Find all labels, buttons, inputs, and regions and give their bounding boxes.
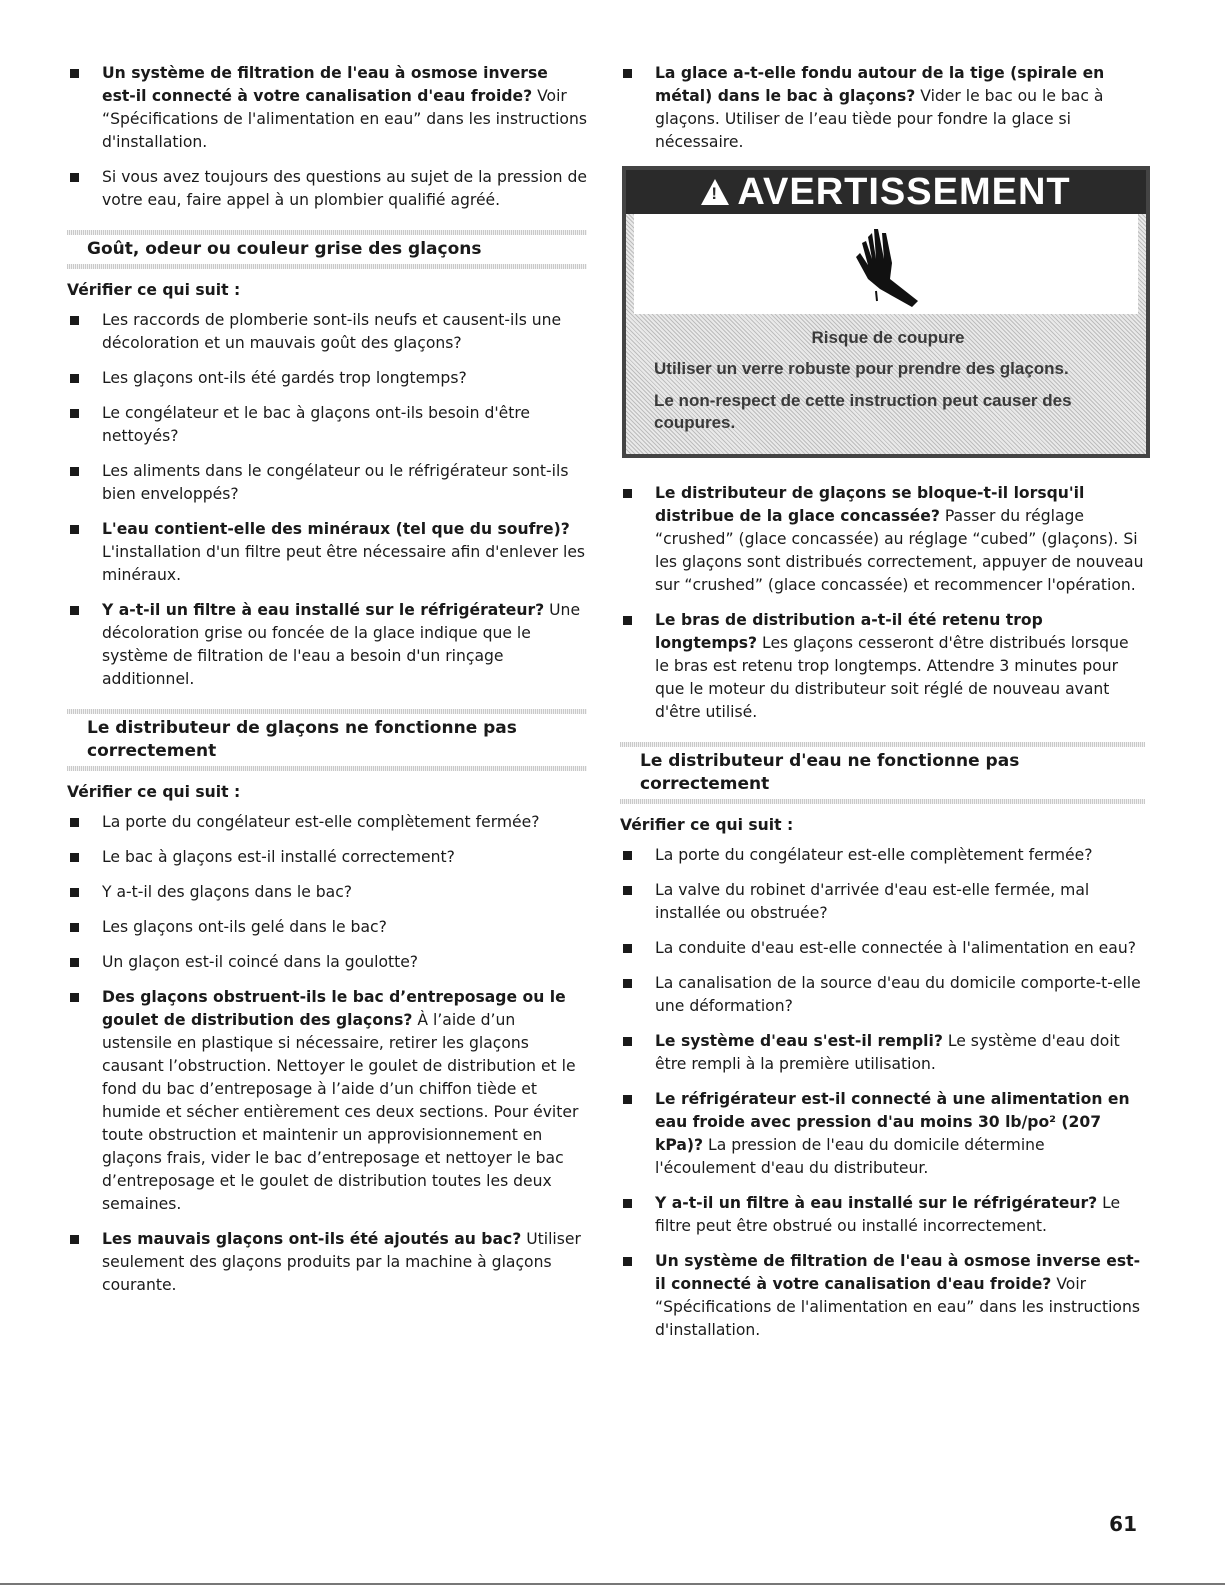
warning-box bbox=[622, 166, 1150, 458]
list-item bbox=[620, 844, 1145, 867]
section-heading-taste bbox=[67, 230, 587, 269]
bullet-icon bbox=[623, 979, 632, 988]
bullet-icon bbox=[70, 888, 79, 897]
bullet-icon bbox=[70, 316, 79, 325]
section-title: Le distributeur de glaçons ne fonctionne pas correctement bbox=[87, 718, 517, 761]
list-item bbox=[67, 460, 587, 506]
item-question: Y a-t-il un filtre à eau installé sur le réfrigérateur? bbox=[655, 1194, 1098, 1212]
item-question: L'eau contient-elle des minéraux (tel que du soufre)? bbox=[102, 520, 570, 538]
item-text: Le congélateur et le bac à glaçons ont-ils besoin d'être nettoyés? bbox=[102, 404, 531, 445]
page-number: 61 bbox=[1109, 1512, 1137, 1536]
bullet-icon bbox=[70, 69, 79, 78]
item-text: Le filtre peut être obstrué ou installé incorrectement. bbox=[655, 1194, 1121, 1235]
bullet-icon bbox=[623, 1199, 632, 1208]
item-text: Vider le bac ou le bac à glaçons. Utiliser de l’eau tiède pour fondre la glace si nécessaire. bbox=[655, 87, 1104, 151]
right-column bbox=[620, 62, 1145, 1354]
cut-hand-graphic bbox=[846, 219, 926, 309]
exclamation-symbol: ! bbox=[711, 184, 719, 203]
bullet-icon bbox=[70, 923, 79, 932]
list-item bbox=[620, 937, 1145, 960]
item-text: Si vous avez toujours des questions au sujet de la pression de votre eau, faire appel à un plombier qualifié agréé. bbox=[102, 168, 587, 209]
section-heading-ice-dispenser bbox=[67, 709, 587, 771]
item-question: Le bras de distribution a-t-il été retenu trop longtemps? bbox=[655, 611, 1043, 652]
list-item bbox=[67, 166, 587, 212]
left-column bbox=[67, 62, 587, 1309]
bullet-icon bbox=[623, 1037, 632, 1046]
list-item bbox=[620, 1088, 1145, 1180]
bullet-icon bbox=[70, 525, 79, 534]
bullet-icon bbox=[623, 1095, 632, 1104]
list-item bbox=[67, 811, 587, 834]
bullet-icon bbox=[623, 69, 632, 78]
section-title: Le distributeur d'eau ne fonctionne pas correctement bbox=[640, 751, 1020, 794]
item-text: Y a-t-il des glaçons dans le bac? bbox=[102, 883, 353, 901]
list-item bbox=[67, 846, 587, 869]
bullet-icon bbox=[70, 818, 79, 827]
bullet-icon bbox=[623, 1257, 632, 1266]
item-text: Le bac à glaçons est-il installé correctement? bbox=[102, 848, 455, 866]
item-text: L'installation d'un filtre peut être nécessaire afin d'enlever les minéraux. bbox=[102, 543, 586, 584]
list-item bbox=[67, 986, 587, 1216]
list-item bbox=[67, 881, 587, 904]
item-text: Voir “Spécifications de l'alimentation en eau” dans les instructions d'installation. bbox=[655, 1275, 1140, 1339]
item-question: Le réfrigérateur est-il connecté à une alimentation en eau froide avec pression d'au moins 30 lb/po² (207 kPa)? bbox=[655, 1090, 1130, 1154]
list-item bbox=[67, 518, 587, 587]
item-text: Les glaçons cesseront d'être distribués lorsque le bras est retenu trop longtemps. Attendre 3 minutes pour que le moteur du distributeur soit réglé de nouveau avant d'être utilisé. bbox=[655, 634, 1129, 721]
item-text: Voir “Spécifications de l'alimentation en eau” dans les instructions d'installation. bbox=[102, 87, 587, 151]
warning-message bbox=[634, 322, 1138, 454]
bullet-icon bbox=[623, 851, 632, 860]
item-text: Une décoloration grise ou foncée de la glace indique que le système de filtration de l'eau a besoin d'un rinçage additionnel. bbox=[102, 601, 581, 688]
item-text: La valve du robinet d'arrivée d'eau est-elle fermée, mal installée ou obstruée? bbox=[655, 881, 1090, 922]
item-text: Les glaçons ont-ils été gardés trop longtemps? bbox=[102, 369, 467, 387]
bullet-icon bbox=[70, 1235, 79, 1244]
item-question: Un système de filtration de l'eau à osmose inverse est-il connecté à votre canalisation d'eau froide? bbox=[102, 64, 548, 105]
bullet-icon bbox=[623, 616, 632, 625]
bullet-icon bbox=[623, 489, 632, 498]
item-question: La glace a-t-elle fondu autour de la tige (spirale en métal) dans le bac à glaçons? bbox=[655, 64, 1105, 105]
warning-title: AVERTISSEMENT bbox=[737, 170, 1071, 213]
item-text: Les glaçons ont-ils gelé dans le bac? bbox=[102, 918, 387, 936]
list-item bbox=[67, 62, 587, 154]
cut-hand-icon bbox=[634, 214, 1138, 314]
warning-triangle-icon bbox=[701, 179, 729, 205]
item-text: Les aliments dans le congélateur ou le réfrigérateur sont-ils bien enveloppés? bbox=[102, 462, 569, 503]
list-item bbox=[620, 1030, 1145, 1076]
check-label: Vérifier ce qui suit : bbox=[67, 783, 241, 801]
check-label: Vérifier ce qui suit : bbox=[67, 281, 241, 299]
item-text: À l’aide d’un ustensile en plastique si nécessaire, retirer les glaçons causant l’obstruction. Nettoyer le goulet de distribution et le fond du bac d’entreposage à l’aide d’un chiffon tiède et humide et sécher entièrement ces deux sections. Pour éviter toute obstruction et maintenir un approvisionnement en glaçons frais, vider le bac d’entreposage et nettoyer le bac d’entreposage et le goulet de distribution toutes les deux semaines. bbox=[102, 1011, 579, 1213]
bullet-icon bbox=[70, 409, 79, 418]
item-text: Un glaçon est-il coincé dans la goulotte? bbox=[102, 953, 419, 971]
bullet-icon bbox=[70, 993, 79, 1002]
right-mid-list bbox=[620, 482, 1145, 724]
warning-header bbox=[626, 170, 1146, 214]
list-item bbox=[67, 367, 587, 390]
warning-consequence: Le non-respect de cette instruction peut causer des coupures. bbox=[654, 391, 1072, 432]
list-item bbox=[67, 309, 587, 355]
list-item bbox=[620, 879, 1145, 925]
item-text: Utiliser seulement des glaçons produits par la machine à glaçons courante. bbox=[102, 1230, 581, 1294]
left-top-list bbox=[67, 62, 587, 212]
section-heading-water-dispenser bbox=[620, 742, 1145, 804]
list-item bbox=[67, 402, 587, 448]
item-text: Les raccords de plomberie sont-ils neufs et causent-ils une décoloration et un mauvais goût des glaçons? bbox=[102, 311, 562, 352]
item-text: Passer du réglage “crushed” (glace concassée) au réglage “cubed” (glaçons). Si les glaçons sont distribués correctement, appuyer de nouveau sur “crushed” (glace concassée) et recommencer l'opération. bbox=[655, 507, 1144, 594]
item-question: Y a-t-il un filtre à eau installé sur le réfrigérateur? bbox=[102, 601, 545, 619]
bullet-icon bbox=[70, 374, 79, 383]
list-item bbox=[620, 1192, 1145, 1238]
item-question: Des glaçons obstruent-ils le bac d’entreposage ou le goulet de distribution des glaçons? bbox=[102, 988, 566, 1029]
item-question: Un système de filtration de l'eau à osmose inverse est-il connecté à votre canalisation d'eau froide? bbox=[655, 1252, 1141, 1293]
check-label: Vérifier ce qui suit : bbox=[620, 816, 794, 834]
item-text: La porte du congélateur est-elle complètement fermée? bbox=[102, 813, 540, 831]
warning-risk: Risque de coupure bbox=[811, 328, 965, 347]
list-item bbox=[620, 609, 1145, 724]
bullet-icon bbox=[70, 606, 79, 615]
water-dispenser-list bbox=[620, 844, 1145, 1342]
list-item bbox=[620, 482, 1145, 597]
list-item bbox=[620, 62, 1145, 154]
item-question: Le distributeur de glaçons se bloque-t-il lorsqu'il distribue de la glace concassée? bbox=[655, 484, 1085, 525]
bullet-icon bbox=[70, 173, 79, 182]
item-text: La pression de l'eau du domicile détermine l'écoulement d'eau du distributeur. bbox=[655, 1136, 1045, 1177]
item-question: Les mauvais glaçons ont-ils été ajoutés au bac? bbox=[102, 1230, 522, 1248]
item-text: La porte du congélateur est-elle complètement fermée? bbox=[655, 846, 1093, 864]
item-text: La conduite d'eau est-elle connectée à l'alimentation en eau? bbox=[655, 939, 1136, 957]
item-question: Le système d'eau s'est-il rempli? bbox=[655, 1032, 943, 1050]
list-item bbox=[67, 599, 587, 691]
item-text: La canalisation de la source d'eau du domicile comporte-t-elle une déformation? bbox=[655, 974, 1141, 1015]
list-item bbox=[67, 951, 587, 974]
bullet-icon bbox=[623, 886, 632, 895]
item-text: Le système d'eau doit être rempli à la première utilisation. bbox=[655, 1032, 1120, 1073]
list-item bbox=[67, 916, 587, 939]
warning-instruction: Utiliser un verre robuste pour prendre des glaçons. bbox=[654, 359, 1069, 378]
list-item bbox=[620, 972, 1145, 1018]
ice-dispenser-list bbox=[67, 811, 587, 1297]
bullet-icon bbox=[70, 467, 79, 476]
taste-list bbox=[67, 309, 587, 691]
bullet-icon bbox=[70, 958, 79, 967]
section-title: Goût, odeur ou couleur grise des glaçons bbox=[87, 239, 482, 259]
bullet-icon bbox=[623, 944, 632, 953]
bullet-icon bbox=[70, 853, 79, 862]
list-item bbox=[67, 1228, 587, 1297]
list-item bbox=[620, 1250, 1145, 1342]
